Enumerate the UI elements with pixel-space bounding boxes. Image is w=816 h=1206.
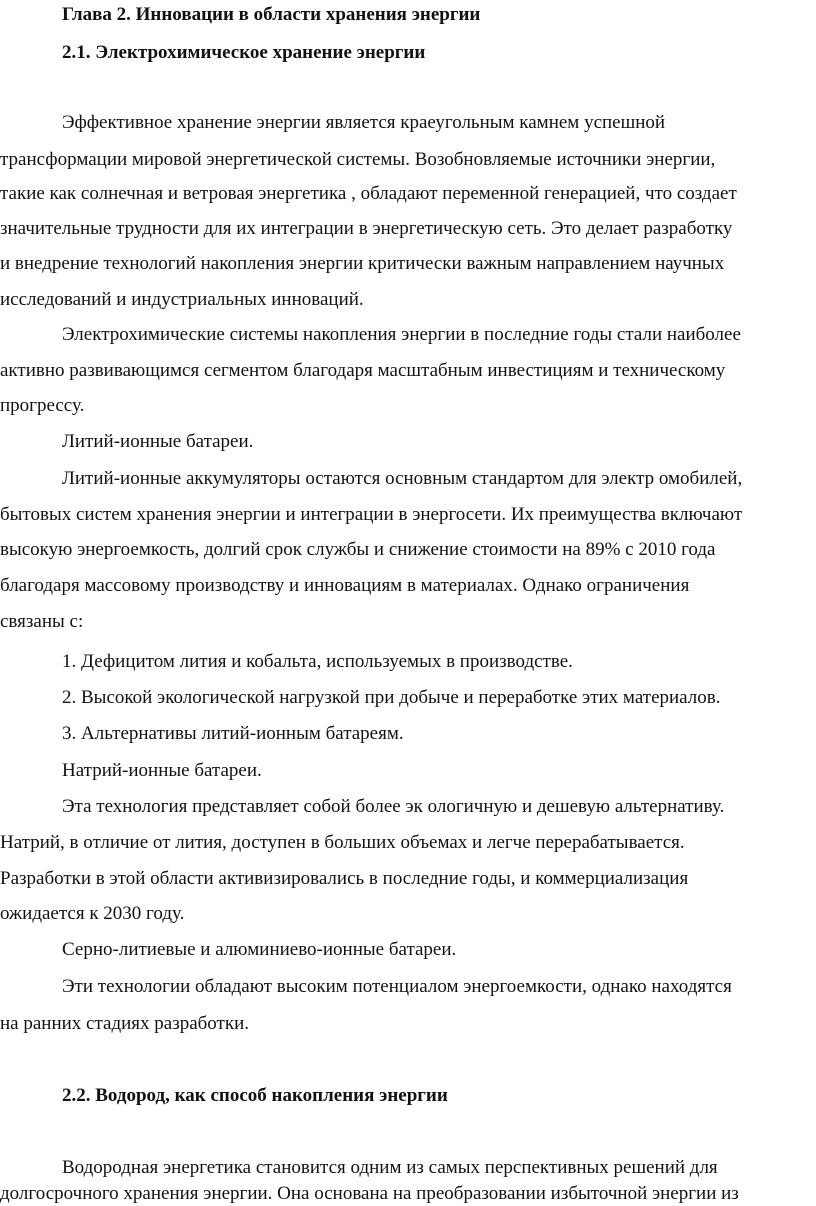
paragraph-line: Литий-ионные аккумуляторы остаются основным стандартом для электр омобилей, [62,468,743,489]
paragraph-line: Водородная энергетика становится одним из самых перспективных решений для [62,1157,718,1178]
subheading-sulfur-aluminium: Серно-литиевые и алюминиево-ионные батареи. [62,939,457,960]
paragraph-line: Эта технология представляет собой более эк ологичную и дешевую альтернативу. [62,796,725,817]
paragraph-line: и внедрение технологий накопления энергии критически важным направлением научных [0,253,725,274]
paragraph-line: высокую энергоемкость, долгий срок службы и снижение стоимости на 89% с 2010 года [0,539,716,560]
paragraph-line: Разработки в этой области активизировались в последние годы, и коммерциализация [0,868,689,889]
list-item: 1. Дефицитом лития и кобальта, используемых в производстве. [62,651,573,672]
paragraph-line: Эффективное хранение энергии является краеугольным камнем успешной [62,112,666,133]
paragraph-line: на ранних стадиях разработки. [0,1013,250,1034]
chapter-title: Глава 2. Инновации в области хранения энергии [62,4,481,25]
paragraph-line: ожидается к 2030 году. [0,903,185,924]
paragraph-line: прогрессу. [0,395,85,416]
section-title-2-2: 2.2. Водород, как способ накопления энергии [62,1085,448,1106]
paragraph-line: трансформации мировой энергетической системы. Возобновляемые источники энергии, [0,149,716,170]
paragraph-line: исследований и индустриальных инноваций. [0,289,364,310]
paragraph-line: связаны с: [0,611,84,632]
section-title-2-1: 2.1. Электрохимическое хранение энергии [62,42,426,63]
paragraph-line: долгосрочного хранения энергии. Она основана на преобразовании избыточной энергии из [0,1183,739,1204]
list-item: 3. Альтернативы литий-ионным батареям. [62,723,404,744]
subheading-sodium-ion: Натрий-ионные батареи. [62,760,262,781]
subheading-lithium-ion: Литий-ионные батареи. [62,431,254,452]
paragraph-line: Электрохимические системы накопления энергии в последние годы стали наиболее [62,324,741,345]
paragraph-line: активно развивающимся сегментом благодаря масштабным инвестициям и техническому [0,360,726,381]
paragraph-line: Натрий, в отличие от лития, доступен в больших объемах и легче перерабатывается. [0,832,685,853]
paragraph-line: благодаря массовому производству и инновациям в материалах. Однако ограничения [0,575,690,596]
paragraph-line: Эти технологии обладают высоким потенциалом энергоемкости, однако находятся [62,976,732,997]
paragraph-line: такие как солнечная и ветровая энергетика , обладают переменной генерацией, что создает [0,183,737,204]
paragraph-line: бытовых систем хранения энергии и интеграции в энергосети. Их преимущества включают [0,504,743,525]
paragraph-line: значительные трудности для их интеграции в энергетическую сеть. Это делает разработку [0,218,733,239]
list-item: 2. Высокой экологической нагрузкой при добыче и переработке этих материалов. [62,687,721,708]
